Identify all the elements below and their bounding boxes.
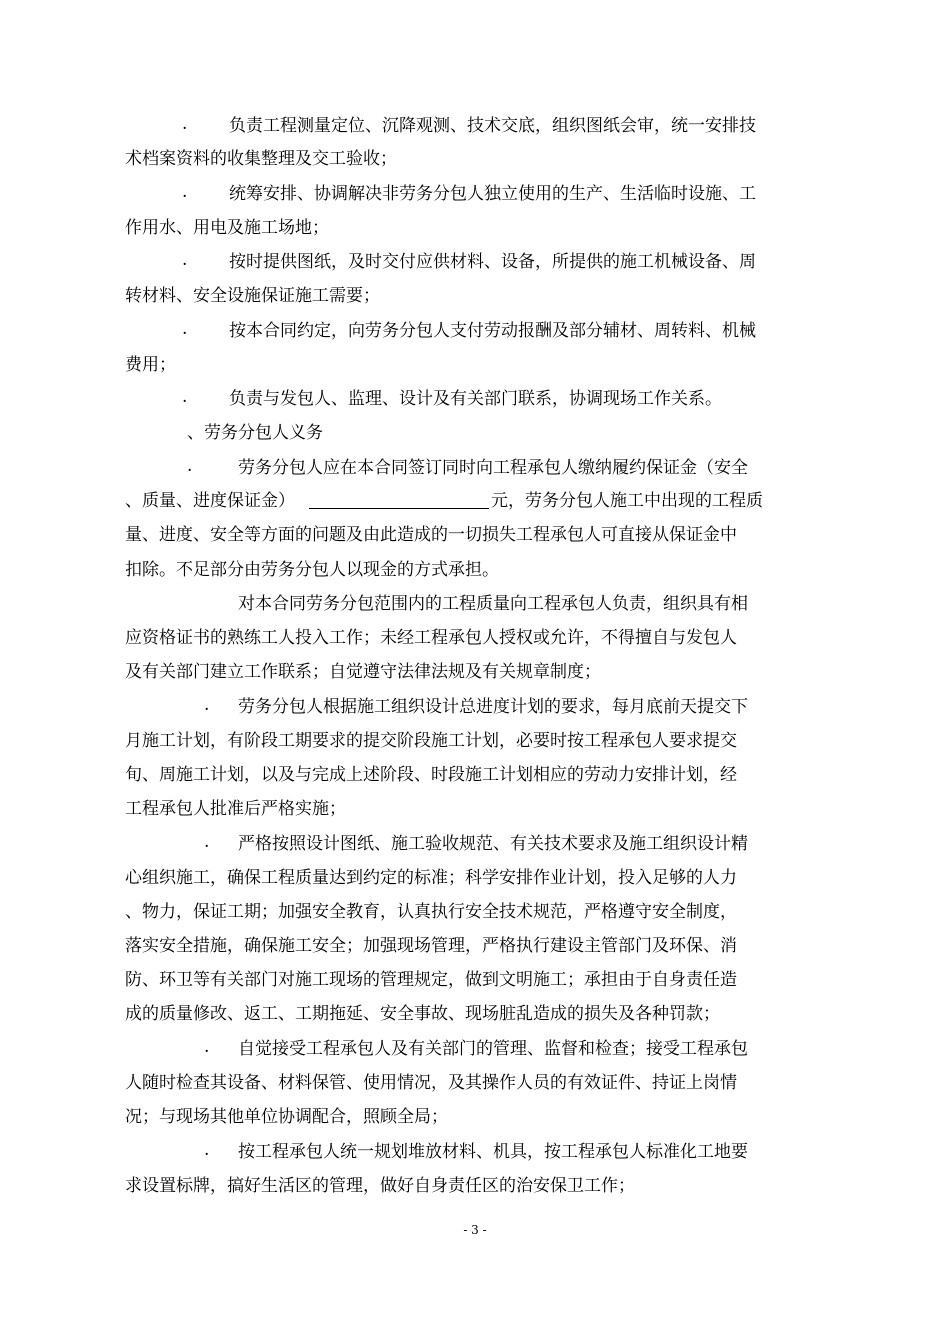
text-line: 统筹安排、协调解决非劳务分包人独立使用的生产、生活临时设施、工	[229, 184, 756, 204]
text-line: 旬、周施工计划，以及与完成上述阶段、时段施工计划相应的劳动力安排计划，经	[125, 765, 737, 785]
text-line: 转材料、安全设施保证施工需要；	[125, 286, 380, 306]
text-line: 扣除。不足部分由劳务分包人以现金的方式承担。	[125, 560, 499, 580]
text-line: 对本合同劳务分包范围内的工程质量向工程承包人负责，组织具有相	[238, 594, 748, 614]
text-line: 、物力，保证工期；加强安全教育，认真执行安全技术规范，严格遵守安全制度，	[125, 902, 737, 922]
item-marker: .	[204, 695, 210, 715]
text-line: 按时提供图纸，及时交付应供材料、设备，所提供的施工机械设备、周	[229, 252, 756, 272]
deposit-amount-blank[interactable]	[309, 490, 489, 509]
text-line: 工程承包人批准后严格实施；	[125, 799, 346, 819]
item-marker: .	[204, 832, 210, 852]
item-marker: .	[187, 456, 193, 476]
text-line: 术档案资料的收集整理及交工验收；	[125, 149, 397, 169]
text-line: 自觉接受工程承包人及有关部门的管理、监督和检查；接受工程承包	[238, 1039, 748, 1059]
text-line: 按本合同约定，向劳务分包人支付劳动报酬及部分辅材、周转料、机械	[229, 321, 756, 341]
text-line: 应资格证书的熟练工人投入工作；未经工程承包人授权或允许，不得擅自与发包人	[125, 628, 737, 648]
text-line: 负责工程测量定位、沉降观测、技术交底，组织图纸会审，统一安排技	[229, 116, 756, 136]
item-marker: .	[204, 1140, 210, 1160]
text-segment: 、质量、进度保证金）	[125, 491, 295, 511]
text-line: 负责与发包人、监理、设计及有关部门联系，协调现场工作关系。	[229, 389, 722, 409]
text-line: 求设置标牌，搞好生活区的管理，做好自身责任区的治安保卫工作；	[125, 1176, 635, 1196]
text-line: 费用；	[125, 355, 176, 375]
text-line: 月施工计划，有阶段工期要求的提交阶段施工计划，必要时按工程承包人要求提交	[125, 731, 737, 751]
text-line: 况；与现场其他单位协调配合，照顾全局；	[125, 1107, 448, 1127]
item-marker: .	[204, 1037, 210, 1057]
text-line: 按工程承包人统一规划堆放材料、机具，按工程承包人标准化工地要	[238, 1142, 748, 1162]
text-line: 及有关部门建立工作联系；自觉遵守法律法规及有关规章制度；	[125, 662, 601, 682]
item-marker: .	[182, 387, 188, 407]
item-marker: .	[182, 319, 188, 339]
text-line: 劳务分包人根据施工组织设计总进度计划的要求，每月底前天提交下	[238, 697, 748, 717]
page-number: - 3 -	[463, 1223, 487, 1237]
item-marker: .	[182, 114, 188, 134]
text-line: 落实安全措施，确保施工安全；加强现场管理，严格执行建设主管部门及环保、消	[125, 936, 737, 956]
text-line: 人随时检查其设备、材料保管、使用情况，及其操作人员的有效证件、持证上岗情	[125, 1073, 737, 1093]
section-heading: 、劳务分包人义务	[187, 423, 323, 443]
text-line: 防、环卫等有关部门对施工现场的管理规定，做到文明施工；承担由于自身责任造	[125, 970, 737, 990]
text-line: 量、进度、安全等方面的问题及由此造成的一切损失工程承包人可直接从保证金中	[125, 525, 737, 545]
item-marker: .	[182, 250, 188, 270]
text-line: 劳务分包人应在本合同签订同时向工程承包人缴纳履约保证金（安全	[238, 458, 748, 478]
text-line: 作用水、用电及施工场地；	[125, 218, 329, 238]
text-line: 严格按照设计图纸、施工验收规范、有关技术要求及施工组织设计精	[238, 834, 748, 854]
text-segment: 元，劳务分包人施工中出现的工程质	[491, 491, 763, 511]
text-line: 心组织施工，确保工程质量达到约定的标准；科学安排作业计划，投入足够的人力	[125, 868, 737, 888]
text-line: 成的质量修改、返工、工期拖延、安全事故、现场脏乱造成的损失及各种罚款；	[125, 1004, 720, 1024]
text-line-with-blank	[125, 489, 763, 513]
item-marker: .	[182, 182, 188, 202]
